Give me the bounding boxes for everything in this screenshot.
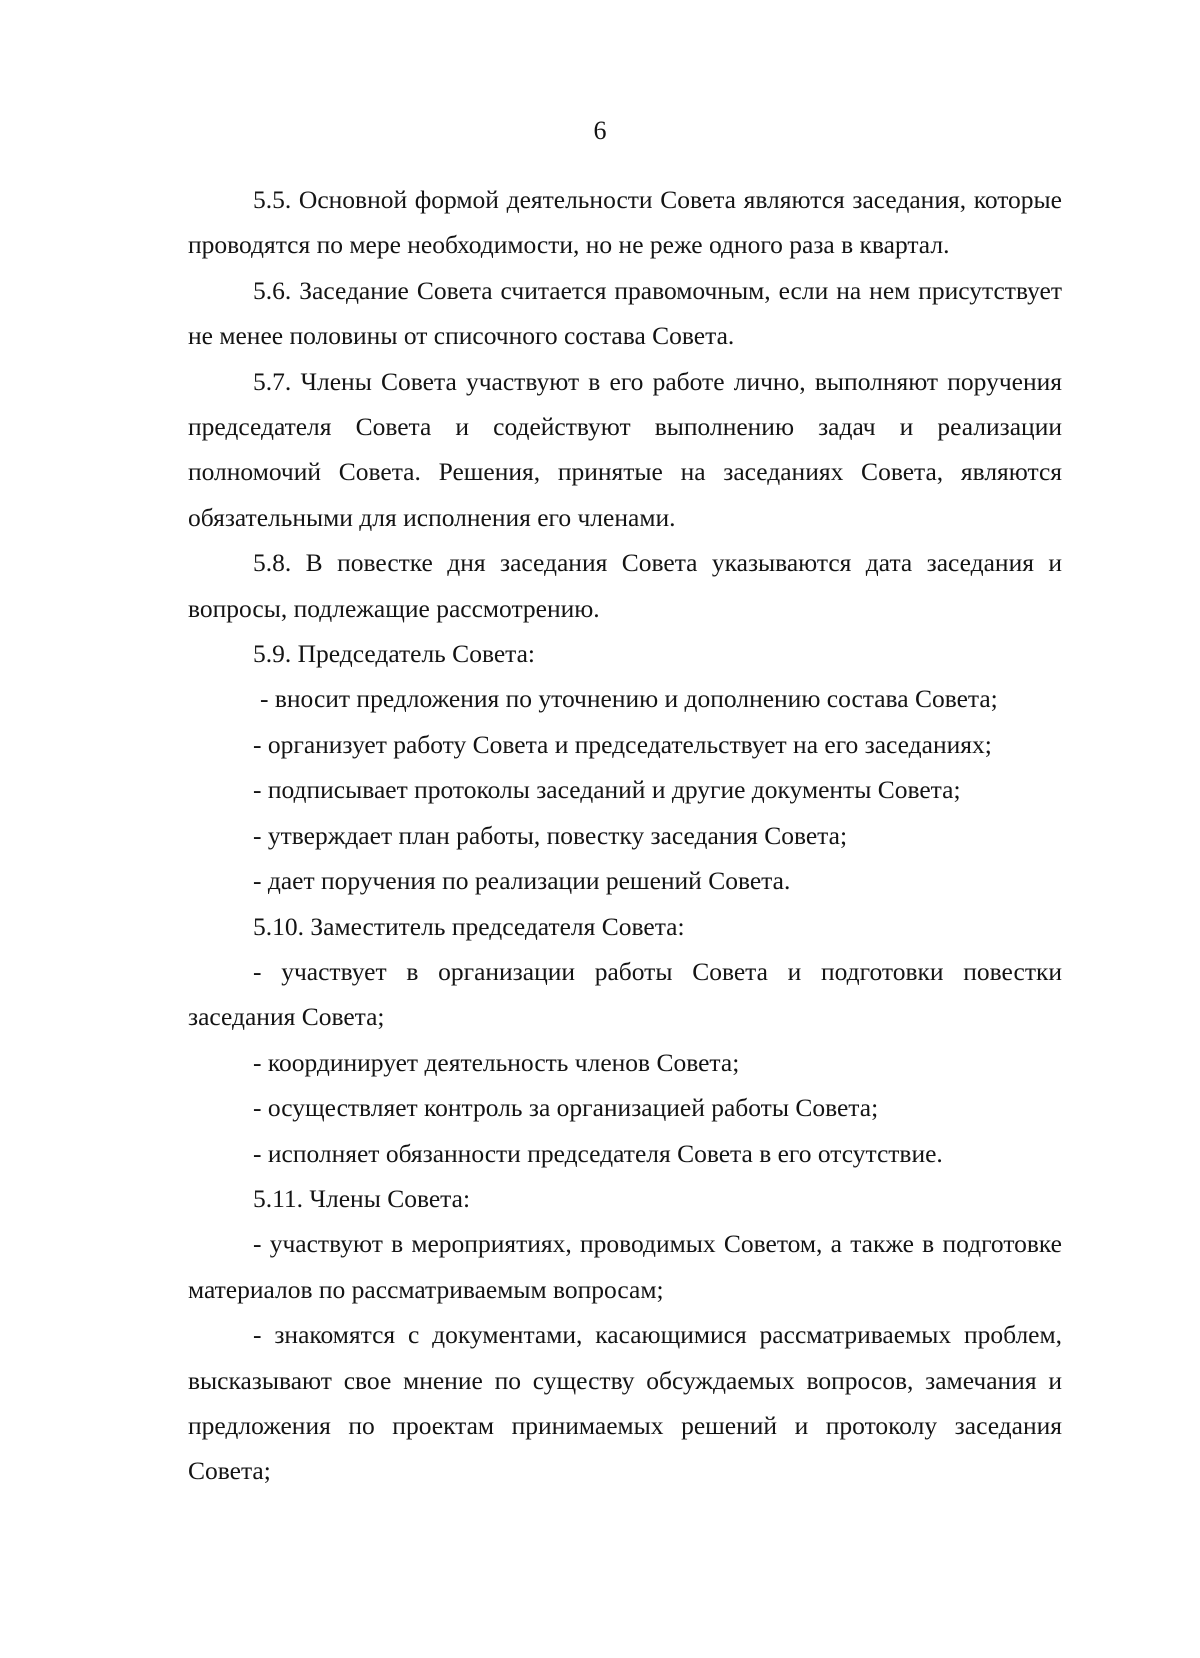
page-number: 6 xyxy=(593,116,607,145)
document-body xyxy=(188,177,1062,1494)
deputy-duty-4: - исполняет обязанности председателя Совета в его отсутствие. xyxy=(253,1138,943,1168)
paragraph-5-10-heading: 5.10. Заместитель председателя Совета: xyxy=(253,911,685,941)
chairman-duty-2: - организует работу Совета и председательствует на его заседаниях; xyxy=(253,729,992,759)
paragraph-5-6: 5.6. Заседание Совета считается правомочным, если на нем присутствует не менее половины от списочного состава Совета. xyxy=(188,275,1062,351)
deputy-duty-2: - координирует деятельность членов Совета; xyxy=(253,1047,740,1077)
chairman-duty-4: - утверждает план работы, повестку заседания Совета; xyxy=(253,820,848,850)
chairman-duty-5: - дает поручения по реализации решений Совета. xyxy=(253,866,791,896)
member-duty-2: - знакомятся с документами, касающимися рассматриваемых проблем, высказывают свое мнение по существу обсуждаемых вопросов, замечания и предложения по проектам принимаемых решений и протоколу заседания Совета; xyxy=(188,1320,1062,1486)
paragraph-5-7: 5.7. Члены Совета участвуют в его работе лично, выполняют поручения председателя Совета и содействуют выполнению задач и реализации полномочий Совета. Решения, принятые на заседаниях Совета, являются обязательными для исполнения его членами. xyxy=(188,366,1062,532)
paragraph-5-11-heading: 5.11. Члены Совета: xyxy=(253,1183,471,1213)
paragraph-5-5: 5.5. Основной формой деятельности Совета являются заседания, которые проводятся по мере необходимости, но не реже одного раза в квартал. xyxy=(188,185,1062,260)
chairman-duty-3: - подписывает протоколы заседаний и другие документы Совета; xyxy=(253,775,961,805)
chairman-duty-1: - вносит предложения по уточнению и дополнению состава Совета; xyxy=(260,684,998,714)
deputy-duty-1: - участвует в организации работы Совета и подготовки повестки заседания Совета; xyxy=(188,956,1062,1032)
deputy-duty-3: - осуществляет контроль за организацией работы Совета; xyxy=(253,1093,879,1123)
paragraph-5-8: 5.8. В повестке дня заседания Совета указываются дата заседания и вопросы, подлежащие рассмотрению. xyxy=(188,548,1062,623)
paragraph-5-9-heading: 5.9. Председатель Совета: xyxy=(253,639,536,669)
member-duty-1: - участвуют в мероприятиях, проводимых Советом, а также в подготовке материалов по рассматриваемым вопросам; xyxy=(188,1229,1062,1304)
